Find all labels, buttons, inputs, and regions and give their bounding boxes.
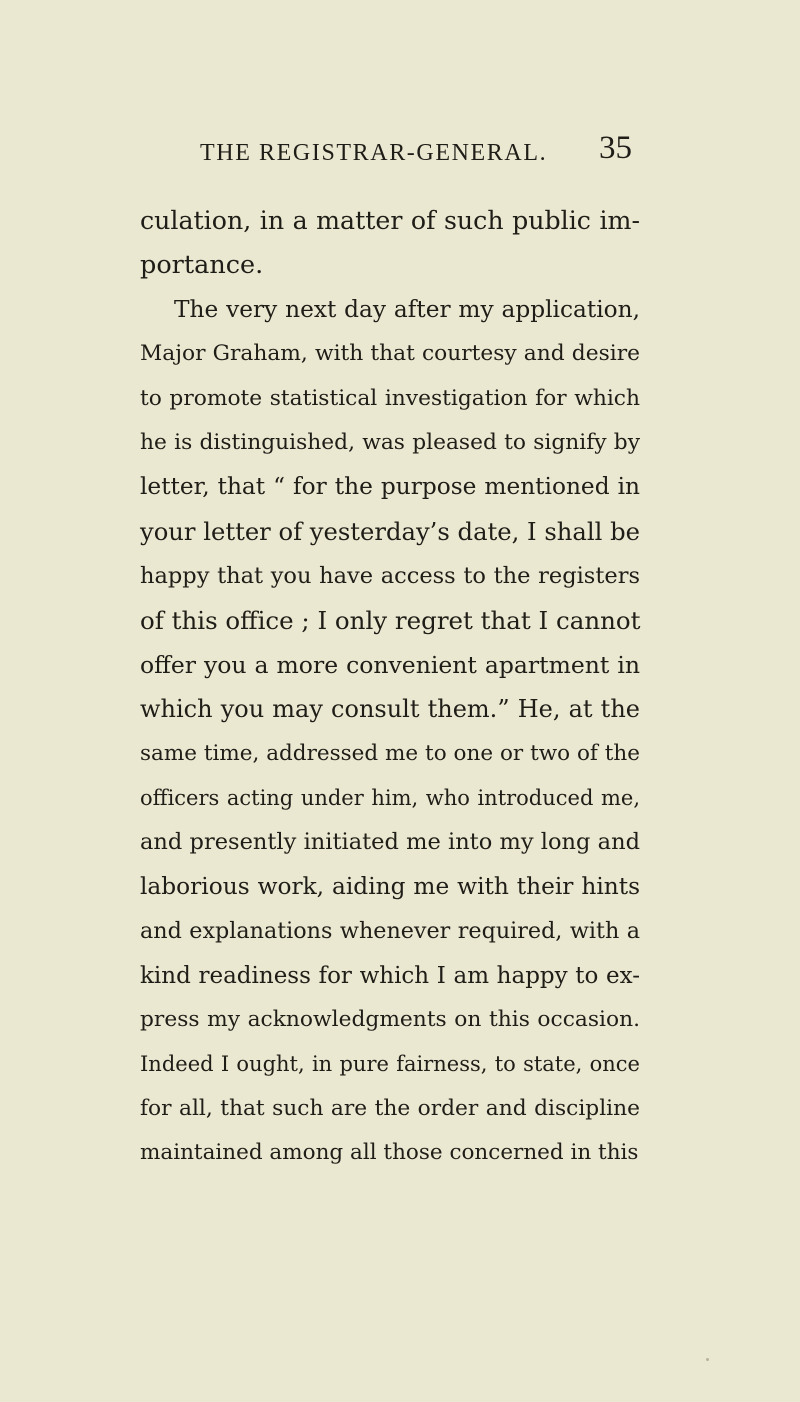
text-line: Major Graham, with that courtesy and desire — [140, 341, 640, 367]
text-line: letter, that “ for the purpose mentioned in — [140, 473, 640, 501]
text-line: laborious work, aiding me with their hints — [140, 872, 640, 900]
page-number: 35 — [599, 130, 632, 166]
text-line: happy that you have access to the registers — [140, 563, 640, 590]
body-text — [140, 199, 640, 1176]
text-line: kind readiness for which I am happy to ex- — [140, 962, 640, 989]
running-head-title: THE REGISTRAR-GENERAL. — [200, 140, 548, 166]
text-line: he is distinguished, was pleased to signify by — [140, 429, 640, 455]
text-line: which you may consult them.” He, at the — [140, 695, 640, 724]
text-line: officers acting under him, who introduced me, — [140, 786, 640, 811]
text-line: The very next day after my application, — [174, 295, 640, 323]
text-line: same time, addressed me to one or two of the — [140, 740, 640, 766]
running-head — [200, 130, 632, 180]
text-line: your letter of yesterday’s date, I shall be — [140, 516, 640, 546]
text-line: and explanations whenever required, with a — [140, 918, 640, 945]
text-line: portance. — [140, 250, 264, 281]
text-line: press my acknowledgments on this occasion. — [140, 1007, 640, 1033]
text-line: offer you a more convenient apartment in — [140, 650, 640, 679]
text-line: culation, in a matter of such public im- — [140, 206, 640, 235]
text-line: to promote statistical investigation for which — [140, 385, 640, 411]
text-line: for all, that such are the order and discipline — [140, 1095, 640, 1121]
text-line: Indeed I ought, in pure fairness, to state, once — [140, 1052, 640, 1077]
paper-speck — [706, 1358, 709, 1361]
text-line: and presently initiated me into my long and — [140, 829, 640, 856]
text-line: maintained among all those concerned in this — [140, 1140, 639, 1166]
text-line: of this office ; I only regret that I cannot — [140, 605, 641, 635]
